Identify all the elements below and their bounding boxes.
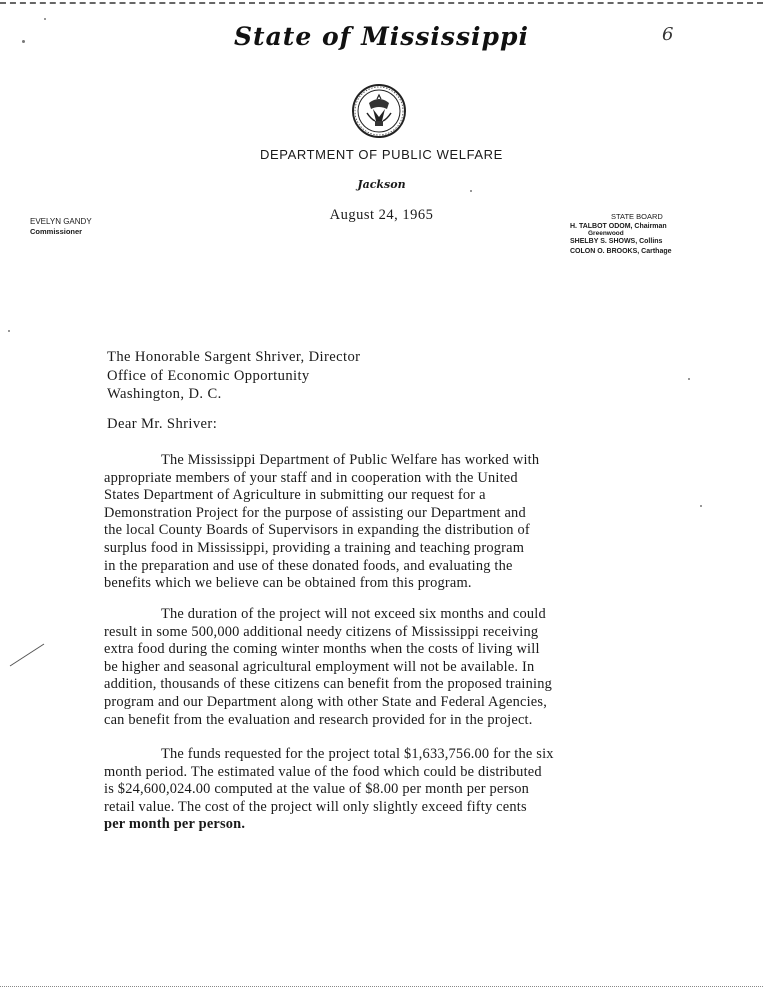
recipient-address (107, 348, 360, 404)
paragraph-line: surplus food in Mississippi, providing a training and teaching program (104, 539, 525, 556)
bottom-edge-rule (0, 986, 763, 987)
department-name: DEPARTMENT OF PUBLIC WELFARE (260, 147, 503, 162)
scan-speck (470, 190, 472, 192)
paragraph-line: can benefit from the evaluation and research provided for in the project. (104, 711, 533, 728)
letterhead-title: State of Mississippi (233, 22, 529, 51)
commissioner-block (30, 217, 92, 237)
scan-stroke-mark (8, 640, 48, 670)
salutation: Dear Mr. Shriver: (107, 416, 218, 432)
paragraph-line: extra food during the coming winter months when the costs of living will (104, 641, 540, 658)
paragraph-line: The duration of the project will not exceed six months and could (161, 606, 546, 622)
letter-date: August 24, 1965 (329, 207, 434, 223)
top-edge-rule (0, 2, 763, 4)
department-city: Jackson (357, 178, 406, 191)
paragraph-line: The funds requested for the project total $1,633,756.00 for the six (161, 746, 554, 762)
paragraph-line: in the preparation and use of these donated foods, and evaluating the (104, 557, 513, 574)
handwritten-page-mark: 6 (662, 24, 674, 45)
paragraph-line: benefits which we believe can be obtained from this program. (104, 575, 472, 592)
paragraph-line: be higher and seasonal agricultural employment will not be available. In (104, 658, 535, 675)
state-board-member-location: Greenwood (588, 230, 624, 237)
paragraph-line: month period. The estimated value of the food which could be distributed (104, 763, 542, 780)
paragraph-line: is $24,600,024.00 computed at the value of $8.00 per month per person (104, 781, 530, 798)
paragraph-line: program and our Department along with other State and Federal Agencies, (104, 693, 547, 710)
commissioner-name: EVELYN GANDY (30, 217, 92, 226)
scan-speck (8, 330, 10, 332)
recipient-line: Washington, D. C. (107, 386, 222, 402)
paragraph-line: addition, thousands of these citizens can benefit from the proposed training (104, 676, 553, 693)
paragraph-line: the local County Boards of Supervisors in expanding the distribution of (104, 522, 530, 539)
commissioner-title: Commissioner (30, 227, 83, 236)
scan-speck (44, 18, 46, 20)
paragraph-line: appropriate members of your staff and in cooperation with the United (104, 469, 518, 486)
body-paragraph (104, 452, 684, 593)
paragraph-line: States Department of Agriculture in submitting our request for a (104, 487, 486, 504)
paragraph-line: result in some 500,000 additional needy citizens of Mississippi receiving (104, 623, 539, 640)
paragraph-line: The Mississippi Department of Public Welfare has worked with (161, 452, 540, 468)
body-paragraph (104, 746, 684, 834)
body-paragraph (104, 606, 684, 729)
state-board-member: H. TALBOT ODOM, Chairman (570, 222, 667, 230)
paragraph-line: Demonstration Project for the purpose of assisting our Department and (104, 504, 526, 521)
paragraph-line: retail value. The cost of the project will only slightly exceed fifty cents (104, 798, 527, 815)
scan-speck (22, 40, 25, 43)
scan-speck (688, 378, 690, 380)
recipient-line: The Honorable Sargent Shriver, Director (107, 349, 361, 365)
state-board-member: SHELBY S. SHOWS, Collins (570, 238, 663, 245)
recipient-line: Office of Economic Opportunity (107, 367, 310, 384)
state-seal-icon (351, 83, 407, 139)
state-board-member: COLON O. BROOKS, Carthage (570, 247, 672, 255)
scan-speck (700, 505, 702, 507)
state-board-heading: STATE BOARD (611, 212, 663, 221)
paragraph-line: per month per person. (104, 816, 246, 833)
state-board-block (570, 212, 672, 256)
